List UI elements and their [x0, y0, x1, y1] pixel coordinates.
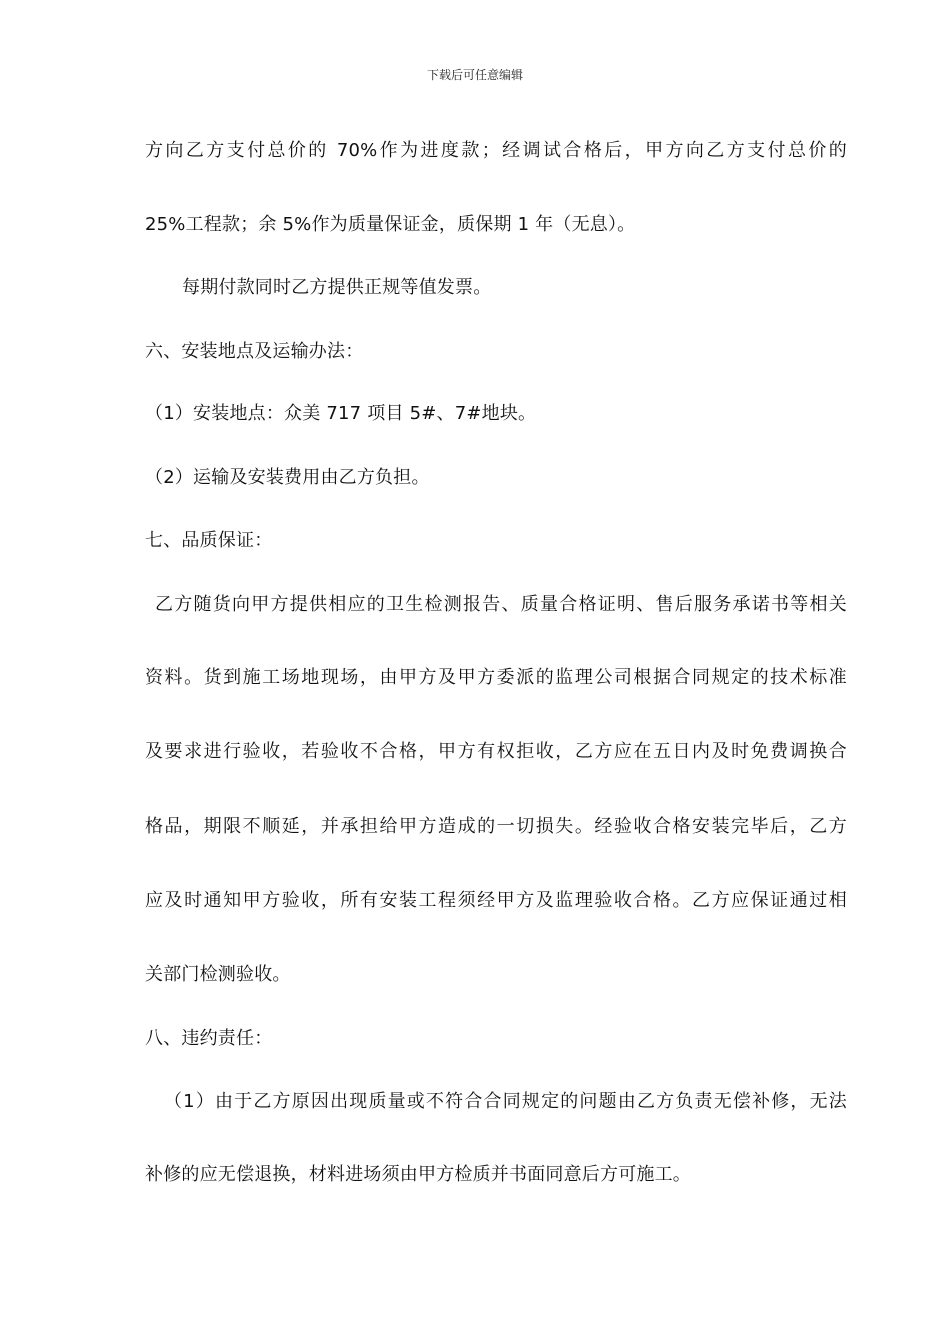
paragraph-line: 每期付款同时乙方提供正规等值发票。: [182, 277, 492, 298]
list-item: （1）安装地点：众美 717 项目 5#、7#地块。: [145, 403, 537, 424]
list-item: （1）由于乙方原因出现质量或不符合合同规定的问题由乙方负责无偿补修，无法: [164, 1091, 847, 1112]
paragraph-line: 及要求进行验收，若验收不合格，甲方有权拒收，乙方应在五日内及时免费调换合: [145, 741, 847, 762]
section-heading: 七、品质保证：: [145, 530, 273, 551]
paragraph-line: 乙方随货向甲方提供相应的卫生检测报告、质量合格证明、售后服务承诺书等相关: [155, 594, 847, 615]
page-header: 下载后可任意编辑: [426, 68, 523, 82]
paragraph-line: 补修的应无偿退换，材料进场须由甲方检质并书面同意后方可施工。: [145, 1164, 691, 1185]
paragraph-line: 资料。货到施工场地现场，由甲方及甲方委派的监理公司根据合同规定的技术标准: [145, 667, 847, 688]
list-item: （2）运输及安装费用由乙方负担。: [145, 467, 430, 488]
paragraph-line: 方向乙方支付总价的 70%作为进度款；经调试合格后，甲方向乙方支付总价的: [145, 140, 847, 161]
section-heading: 六、安装地点及运输办法：: [145, 341, 364, 362]
paragraph-line: 25%工程款；余 5%作为质量保证金，质保期 1 年（无息）。: [145, 214, 636, 235]
paragraph-line: 格品，期限不顺延，并承担给甲方造成的一切损失。经验收合格安装完毕后，乙方: [145, 816, 847, 837]
section-heading: 八、违约责任：: [145, 1028, 273, 1049]
paragraph-line: 应及时通知甲方验收，所有安装工程须经甲方及监理验收合格。乙方应保证通过相: [145, 890, 847, 911]
paragraph-line: 关部门检测验收。: [145, 964, 291, 985]
